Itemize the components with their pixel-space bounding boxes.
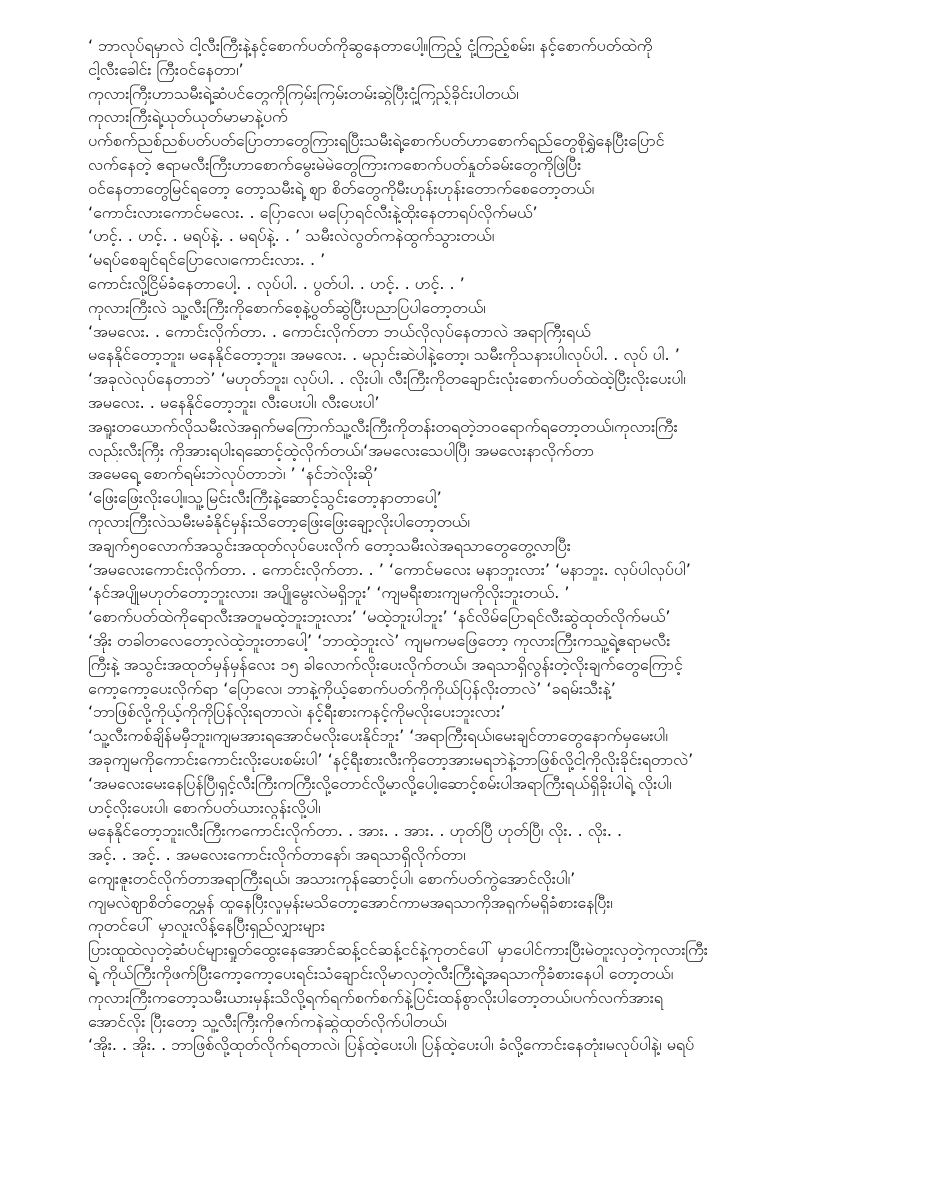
text-line: ‘မရပ်စေချင်ရင်ပြောလေ၊ကောင်းလား. . ’	[88, 250, 326, 270]
text-line: လည်းလီးကြီး ကိုအားရပါးရဆောင့်ထဲ့လိုက်တယ်၊‘အမလေးသေပါပြီ၊ အမလေးနာလိုက်တာ	[88, 440, 594, 460]
text-line: ကောင်းလို့ငြိမ်ခံနေတာပေါ့. . လုပ်ပါ. . ပွတ်ပါ. . ဟင့်. . ဟင့်. . ’	[88, 273, 465, 293]
text-line	[88, 1105, 858, 1129]
text-line: ‘အမလေး. . ကောင်းလိုက်တာ. . ကောင်းလိုက်တာ ဘယ်လိုလုပ်နေတာလဲ အရာကြီးရယ်	[88, 321, 591, 341]
document-page	[88, 34, 858, 1129]
text-line: ကုလားကြီးရဲ့ယုတ်ယုတ်မာမာနဲ့ပက်	[88, 107, 288, 127]
text-line: အောင်လိုး ပြီးတော့ သူ့လီးကြီးကိုဇက်ကနဲဆွဲထုတ်လိုက်ပါတယ်၊	[88, 1011, 447, 1031]
text-line: ‘ဟင့်. . ဟင့်. . မရပ်နဲ့. . မရပ်နဲ့. . ’ သမီးလဲလွတ်ကနဲထွက်သွားတယ်၊	[88, 226, 495, 246]
text-line: ပြားထူထဲလှတဲ့ဆံပင်များရှုတ်ထွေးနေအောင်ဆန့်ငင်ဆန့်ငင်နဲ့ကုတင်ပေါ် မှာပေါင်ကားပြီးမဲတူးလှတဲ့ကုလားကြီး	[88, 940, 708, 960]
text-line: ‘အခုလဲလုပ်နေတာဘဲ’ ‘မဟုတ်ဘူး၊ လုပ်ပါ. . လိုးပါ၊ လီးကြီးကိုတချောင်းလုံးစောက်ပတ်ထဲထဲ့ပြီးလိုးပေးပါ၊	[88, 369, 686, 389]
text-line: အမေရေ့ စောက်ရမ်းဘဲလုပ်တာဘဲ၊ ’ ‘နင်ဘဲလိုးဆို’	[88, 464, 378, 484]
text-line: ‘အမလေးမေးနေပြန်ပြီ၊ရှင့်လီးကြီးကကြီးလို့တောင်လို့မာလို့ပေါ့၊ဆောင့်စမ်းပါအရာကြီးရယ်ရှိခိုးပါရဲ့ လိုးပါ၊	[88, 773, 672, 793]
text-line: ကုလားကြီးကတော့သမီးယားမှန်းသိလို့ရက်ရက်စက်စက်နဲ့ပြင်းထန်စွာလိုးပါတော့တယ်၊ပက်လက်အားရ	[88, 987, 663, 1007]
text-line: ‘အိုး. . အိုး. . ဘာဖြစ်လို့ထုတ်လိုက်ရတာလဲ၊ ပြန်ထဲ့ပေးပါ၊ ပြန်ထဲ့ပေးပါ၊ ခံလို့ကောင်းနေတုံး၊မလုပ်ပါနဲ့၊ မရပ်	[88, 1035, 695, 1055]
text-line: ကြီးနဲ့ အသွင်းအထုတ်မှန်မှန်လေး ၁၅ ခါလောက်လိုးပေးလိုက်တယ်၊ အရသာရှိလွန်းတဲ့လိုးချက်တွေကြောင့်	[88, 654, 683, 674]
text-line: ‘အိုး တခါတလေတော့လဲထဲ့ဘူးတာပေါ့’ ‘ဘာထဲ့ဘူးလဲ’ ကျမကမဖြေတော့ ကုလားကြီးကသူ့ရဲ့ဧရာမလီး	[88, 630, 671, 650]
text-line: ကုတင်ပေါ် မှာလူးလိန့်နေပြီးရှည်လျှားများ	[88, 916, 325, 936]
text-line: အချက်၅၀လောက်အသွင်းအထုတ်လုပ်ပေးလိုက် တော့သမီးလဲအရသာတွေတွေ့လာပြီး	[88, 535, 571, 555]
text-line: ငါ့လီးခေါင်း ကြီးဝင်နေတာ၊’	[88, 59, 244, 79]
text-line: ‘အမလေးကောင်းလိုက်တာ. . ကောင်းလိုက်တာ. . ’ ‘ကောင်မလေး မနာဘူးလား’ ‘မနာဘူး. လုပ်ပါလုပ်ပါ’	[88, 559, 691, 579]
text-line: ကုလားကြီးဟာသမီးရဲ့ဆံပင်တွေကိုကြမ်းကြမ်းတမ်းဆွဲပြီးငုံ့ကြည့်ခိုင်းပါတယ်၊	[88, 83, 519, 103]
text-line: အင့်. . အင့်. . အမလေးကောင်းလိုက်တာနော်၊ အရသာရှိလိုက်တာ၊	[88, 845, 466, 865]
text-line: ကျေးဇူးတင်လိုက်တာအရာကြီးရယ်၊ အသားကုန်ဆောင့်ပါ၊ စောက်ပတ်ကွဲအောင်လိုးပါ၊’	[88, 868, 576, 888]
text-line: ‘ကောင်းလားကောင်မလေး. . ပြောလေ၊ မပြောရင်လီးနဲ့ထိုးနေတာရပ်လိုက်မယ်’	[88, 202, 538, 222]
text-line: ‘ဖြေးဖြေးလိုးပေါ့။သူ့မြင်းလီးကြီးနဲ့ဆောင့်သွင်းတော့နာတာပေါ့’	[88, 488, 442, 508]
text-line: လက်နေတဲ့ ဧရာမလီးကြီးဟာစောက်မွေးမဲမဲတွေကြားကစောက်ပတ်နှုတ်ခမ်းတွေကိုဖြဲပြီး	[88, 154, 582, 174]
text-line: ပက်စက်ညစ်ညစ်ပတ်ပတ်ပြောတာတွေကြားရပြီးသမီးရဲ့စောက်ပတ်ဟာစောက်ရည်တွေစိုရွှဲနေပြီးပြောင်	[88, 131, 665, 151]
text-line: မနေနိုင်တော့ဘူး၊ မနေနိုင်တော့ဘူး၊ အမလေး. . မညှင်းဆဲပါနဲ့တော့၊ သမီးကိုသနားပါ၊လုပ်ပါ. . လုပ် ပါ. ’	[88, 345, 680, 365]
text-line: ကော့ကော့ပေးလိုက်ရာ ‘ပြောလေ၊ ဘာနဲ့ကိုယ့်စောက်ပတ်ကိုကိုယ်ပြန်လိုးတာလဲ’ ‘ခရမ်းသီးနဲ့’	[88, 678, 616, 698]
text-line: ကုလားကြီးလဲ သူ့လီးကြီးကိုစောက်စေ့နဲ့ပွတ်ဆွဲပြီးပညာပြပါတော့တယ်၊	[88, 297, 486, 317]
text-line: ‘စောက်ပတ်ထဲကိုရောလီးအတူမထဲ့ဘူးဘူးလား’ ‘မထဲ့ဘူးပါဘူး’ ‘နင်လိမ်ပြောရင်လီးဆွဲထုတ်လိုက်မယ်’	[88, 607, 671, 627]
text-line: ‘ဘာဖြစ်လို့ကိုယ့်ကိုကိုပြန်လိုးရတာလဲ၊ နင့်ရီးစားကနင့်ကိုမလိုးပေးဘူးလား’	[88, 702, 506, 722]
text-line: အမလေး. . မနေနိုင်တော့ဘူး၊ လီးပေးပါ၊ လီးပေးပါ’	[88, 392, 380, 412]
text-line: ‘နင်အပျိုမဟုတ်တော့ဘူးလား၊ အပျိုမွေးလဲမရှိဘူး’ ‘ကျမရီးစားကျမကိုလိုးဘူးတယ်. ’	[88, 583, 570, 603]
text-line: ကျမလဲဈာစိတ်တွေမွှန် ထူနေပြီးလူမှန်းမသိတော့အောင်ကာမအရသာကိုအရှက်မရှိခံစားနေပြီး၊	[88, 892, 613, 912]
text-line: ‘သူ့လီးကစ်ချိန်မမှီဘူး၊ကျမအားရအောင်မလိုးပေးနိုင်ဘူး’ ‘အရာကြီးရယ်၊မေးချင်တာတွေနောက်မှမေးပါ၊	[88, 726, 668, 746]
text-line: အရူးတယောက်လိုသမီးလဲအရှက်မကြောက်သူ့လီးကြီးကိုတန်းတရတဲ့ဘဝရောက်ရတော့တယ်၊ကုလားကြီး	[88, 416, 678, 436]
text-line: ‘ ဘာလုပ်ရမှာလဲ ငါ့လီးကြီးနဲ့နင့်စောက်ပတ်ကိုဆွနေတာပေါ့။ကြည့် ငုံ့ကြည့်စမ်း၊ နင့်စောက်ပတ်ထဲကို	[88, 36, 653, 55]
text-line: အခုကျမကိုကောင်းကောင်းလိုးပေးစမ်းပါ’ ‘နင့်ရီးစားလီးကိုတော့အားမရဘဲနဲ့ဘာဖြစ်လို့ငါ့ကိုလိုးခိုင်းရတာလဲ’	[88, 749, 694, 769]
text-line	[88, 1081, 858, 1105]
text-line	[88, 1057, 858, 1081]
text-line: ရဲ့ ကိုယ်ကြီးကိုဖက်ပြီးကော့ကော့ပေးရင်းသံချောင်းလိုမာလှတဲ့လီးကြီးရဲ့အရသာကိုခံစားနေပါ တော့တယ်၊	[88, 964, 674, 984]
text-line: ဟင့်လိုးပေးပါ၊ စောက်ပတ်ယားလွန်းလို့ပါ၊	[88, 797, 321, 817]
text-line: ကုလားကြီးလဲသမီးမခံနိုင်မှန်းသိတော့ဖြေးဖြေးချော့လိုးပါတော့တယ်၊	[88, 511, 470, 531]
text-line: ဝင်နေတာတွေမြင်ရတော့ တော့သမီးရဲ့ ဈာ စိတ်တွေကိုမီးဟုန်းဟုန်းတောက်စေတော့တယ်၊	[88, 178, 595, 198]
text-line: မနေနိုင်တော့ဘူး၊လီးကြီးကကောင်းလိုက်တာ. . အား. . အား. . ဟုတ်ပြီ ဟုတ်ပြီ၊ လိုး. . လိုး. .	[88, 821, 623, 841]
